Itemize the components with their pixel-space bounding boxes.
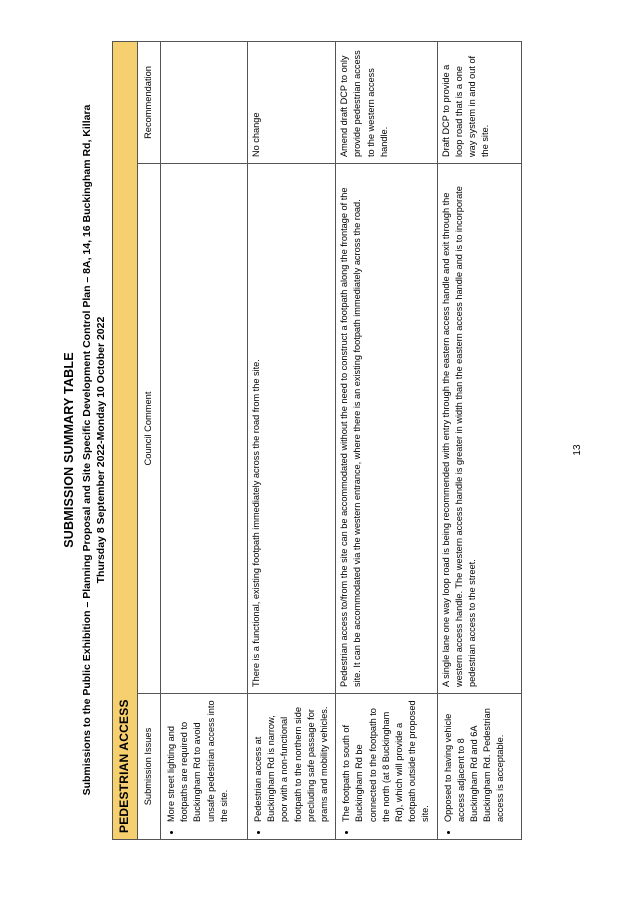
table-row: [336, 41, 437, 839]
issue-text: • More street lighting and footpaths are required to Buckingham Rd to avoid unsafe pedestrian access into the site.: [165, 700, 231, 822]
comment-cell: A single lane one way loop road is being recommended with entry through the eastern access handle and exit through the western access handle. The western access handle is greater in width than the eastern access handle and is to incorporate pedestrian access to the street.: [437, 164, 521, 694]
issue-text: • Opposed to having vehicle access adjacent to 8 Buckingham Rd and 6A Buckingham Rd. Pedestrian access is acceptable.: [442, 700, 508, 822]
page-title: SUBMISSION SUMMARY TABLE: [62, 352, 76, 548]
header-row: [138, 41, 161, 839]
comment-cell: There is a functional, existing footpath immediately across the road from the site.: [248, 164, 336, 694]
recommendation-cell: Amend draft DCP to only provide pedestrian access to the western access handle.: [336, 41, 437, 163]
issue-cell: [248, 694, 336, 840]
submission-table: [112, 41, 522, 840]
issue-cell: [437, 694, 521, 840]
recommendation-cell: [161, 41, 248, 163]
column-header-recommendation: Recommendation: [138, 41, 161, 163]
issue-cell: [161, 694, 248, 840]
recommendation-cell: Draft DCP to provide a loop road that is a one way system in and out of the site.: [437, 41, 521, 163]
section-heading: PEDESTRIAN ACCESS: [113, 41, 138, 839]
exhibition-dates: Thursday 8 September 2022-Monday 10 October 2022: [95, 316, 107, 584]
comment-cell: [161, 164, 248, 694]
issue-text: • The footpath to south of Buckingham Rd be connected to the footpath to the north (at 8 Buckingham Rd), which will provide a footpath outside the proposed site.: [340, 700, 432, 822]
table-row: [437, 41, 521, 839]
section-row: [113, 41, 138, 839]
column-header-comment: Council Comment: [138, 164, 161, 694]
table-row: [161, 41, 248, 839]
issue-text: • Pedestrian access at Buckingham Rd is narrow, poor with a non-functional footpath to the northern side precluding safe passage for prams and mobility vehicles.: [252, 700, 331, 822]
page-number: 13: [572, 444, 583, 456]
column-header-issues: Submission Issues: [138, 694, 161, 840]
issue-cell: [336, 694, 437, 840]
table-row: [248, 41, 336, 839]
recommendation-cell: No change: [248, 41, 336, 163]
comment-cell: Pedestrian access to/from the site can be accommodated without the need to construct a footpath along the frontage of the site. It can be accommodated via the western entrance, where there is an existing footpath immediately across the road.: [336, 164, 437, 694]
page-subtitle: Submissions to the Public Exhibition – Planning Proposal and Site Specific Development Control Plan – 8A, 14, 16 Buckingham Rd, Killara: [81, 104, 93, 796]
